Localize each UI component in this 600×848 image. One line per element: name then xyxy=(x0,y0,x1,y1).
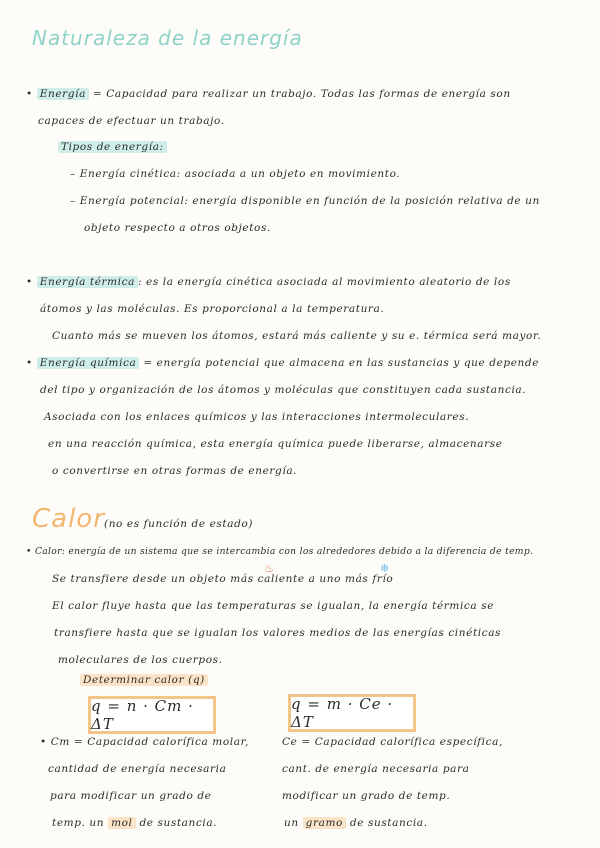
cm-line4-c: de sustancia. xyxy=(135,817,218,829)
ce-line4-a: un xyxy=(284,817,303,829)
ce-line4 xyxy=(284,817,428,829)
calor-def4: transfiere hasta que se igualan los valores medios de las energías cinéticas xyxy=(54,627,502,639)
quimica-line4: en una reacción química, esta energía química puede liberarse, almacenarse xyxy=(48,438,503,450)
formula-molar: q = n · Cm · ΔT xyxy=(91,697,194,733)
mol-highlight: mol xyxy=(108,817,135,829)
tipos-label xyxy=(58,141,167,153)
ce-line4-c: de sustancia. xyxy=(345,817,428,829)
bullet: • xyxy=(26,276,37,288)
quimica-line5: o convertirse en otras formas de energía. xyxy=(52,465,298,477)
cm-line4-a: temp. un xyxy=(52,817,109,829)
bullet: • xyxy=(26,357,37,369)
potencial-line1: – Energía potencial: energía disponible en función de la posición relativa de un xyxy=(70,195,540,207)
snowflake-icon: ❄ xyxy=(380,562,390,575)
quimica-term: Energía química xyxy=(37,357,140,369)
ce-line3: modificar un grado de temp. xyxy=(282,790,451,802)
gramo-highlight: gramo xyxy=(303,817,346,829)
formula-box-specific xyxy=(288,694,416,732)
tipos-label-text: Tipos de energía: xyxy=(58,141,167,153)
termica-line3: Cuanto más se mueven los átomos, estará más caliente y su e. térmica será mayor. xyxy=(52,330,542,342)
termica-line1 xyxy=(26,276,511,288)
cm-line2: cantidad de energía necesaria xyxy=(48,763,227,775)
calor-subtitle: (no es función de estado) xyxy=(104,518,254,530)
fire-icon: ♨ xyxy=(264,562,274,575)
quimica-definition: = energía potencial que almacena en las sustancias y que depende xyxy=(139,357,540,369)
calor-def2 xyxy=(52,573,393,585)
calor-def1: • Calor: energía de un sistema que se intercambia con los alrededores debido a la diferencia de temp. xyxy=(26,546,534,557)
quimica-line3: Asociada con los enlaces químicos y las interacciones intermoleculares. xyxy=(44,411,470,423)
formula-box-molar xyxy=(88,696,216,734)
termica-line2: átomos y las moléculas. Es proporcional a la temperatura. xyxy=(40,303,385,315)
potencial-line2: objeto respecto a otros objetos. xyxy=(84,222,271,234)
cm-line1: • Cm = Capacidad calorífica molar, xyxy=(40,736,249,748)
ce-line1: Ce = Capacidad calorífica específica, xyxy=(282,736,503,748)
calor-def3: El calor fluye hasta que las temperaturas se igualan, la energía térmica se xyxy=(52,600,495,612)
energia-line1 xyxy=(26,88,511,100)
calor-def2-b: a uno más frío xyxy=(304,573,394,585)
quimica-line2: del tipo y organización de los átomos y moléculas que constituyen cada sustancia. xyxy=(40,384,527,396)
quimica-line1 xyxy=(26,357,539,369)
cm-line3: para modificar un grado de xyxy=(50,790,212,802)
cinetica-line: – Energía cinética: asociada a un objeto en movimiento. xyxy=(70,168,401,180)
energia-definition: = Capacidad para realizar un trabajo. Todas las formas de energía son xyxy=(88,88,511,100)
ce-line2: cant. de energía necesaria para xyxy=(282,763,470,775)
determinar-label xyxy=(80,674,208,686)
cm-line4 xyxy=(52,817,217,829)
calor-def2-a: Se transfiere desde un objeto más caliente xyxy=(52,573,305,585)
calor-def5: moleculares de los cuerpos. xyxy=(58,654,223,666)
calor-title: Calor xyxy=(32,504,105,534)
energia-line2: capaces de efectuar un trabajo. xyxy=(38,115,225,127)
page-title: Naturaleza de la energía xyxy=(32,26,303,50)
termica-term: Energía térmica xyxy=(37,276,138,288)
bullet: • xyxy=(26,88,37,100)
termica-definition: : es la energía cinética asociada al movimiento aleatorio de los xyxy=(137,276,511,288)
energia-term: Energía xyxy=(37,88,89,100)
determinar-text: Determinar calor (q) xyxy=(80,674,208,686)
formula-specific: q = m · Ce · ΔT xyxy=(291,695,394,731)
